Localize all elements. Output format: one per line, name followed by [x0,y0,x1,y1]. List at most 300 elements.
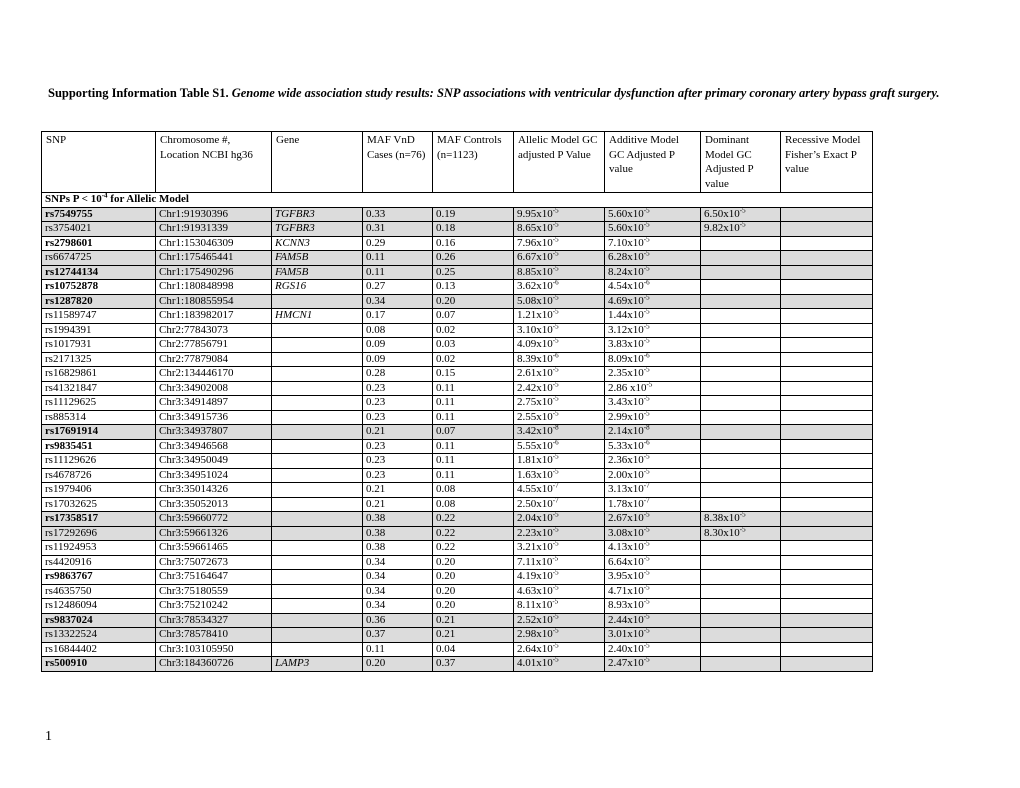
maf-cases: 0.23 [363,396,433,411]
dominant-p-value [701,584,781,599]
gene-name [272,323,363,338]
maf-cases: 0.34 [363,294,433,309]
snp-id: rs1994391 [42,323,156,338]
gene-name [272,613,363,628]
table-row [42,236,873,251]
snp-id: rs500910 [42,657,156,672]
dominant-p-value [701,251,781,266]
maf-cases: 0.20 [363,657,433,672]
chromosome-location: Chr3:75210242 [156,599,272,614]
recessive-p-value [781,584,873,599]
chromosome-location: Chr2:134446170 [156,367,272,382]
snp-id: rs11129625 [42,396,156,411]
chromosome-location: Chr3:59660772 [156,512,272,527]
maf-cases: 0.21 [363,425,433,440]
table-row [42,309,873,324]
allelic-p-value: $4.01x10^{-5}$ [514,657,605,672]
maf-controls: 0.22 [433,526,514,541]
gene-name: LAMP3 [272,657,363,672]
allelic-p-value: $7.96x10^{-5}$ [514,236,605,251]
allelic-p-value: $2.23x10^{-5}$ [514,526,605,541]
recessive-p-value [781,265,873,280]
recessive-p-value [781,251,873,266]
recessive-p-value [781,657,873,672]
additive-p-value: $3.83x10^{-5}$ [605,338,701,353]
additive-p-value: $4.69x10^{-5}$ [605,294,701,309]
dominant-p-value: $6.50x10^{-5}$ [701,207,781,222]
table-row [42,570,873,585]
additive-p-value: $3.95x10^{-5}$ [605,570,701,585]
recessive-p-value [781,236,873,251]
allelic-p-value: $2.52x10^{-5}$ [514,613,605,628]
snp-id: rs2171325 [42,352,156,367]
gene-name: FAM5B [272,251,363,266]
gene-name [272,628,363,643]
gene-name [272,584,363,599]
recessive-p-value [781,613,873,628]
maf-cases: 0.34 [363,584,433,599]
snp-id: rs16844402 [42,642,156,657]
maf-controls: 0.11 [433,468,514,483]
gene-name: TGFBR3 [272,222,363,237]
maf-cases: 0.17 [363,309,433,324]
additive-p-value: 2.86 $x10^{-5}$ [605,381,701,396]
maf-controls: 0.20 [433,294,514,309]
gene-name: RGS16 [272,280,363,295]
maf-controls: 0.04 [433,642,514,657]
header-gene: Gene [272,132,363,193]
maf-cases: 0.34 [363,570,433,585]
maf-cases: 0.34 [363,599,433,614]
additive-p-value: $3.12x10^{-5}$ [605,323,701,338]
allelic-p-value: $2.55x10^{-5}$ [514,410,605,425]
recessive-p-value [781,541,873,556]
allelic-p-value: $4.09x10^{-5}$ [514,338,605,353]
chromosome-location: Chr1:91930396 [156,207,272,222]
snp-id: rs17691914 [42,425,156,440]
table-row [42,613,873,628]
table-row [42,323,873,338]
additive-p-value: $2.14x10^{-8}$ [605,425,701,440]
maf-cases: 0.09 [363,352,433,367]
header-additive-p: Additive Model GC Adjusted P value [605,132,701,193]
header-maf-cases: MAF VnD Cases (n=76) [363,132,433,193]
allelic-p-value: $8.85x10^{-5}$ [514,265,605,280]
chromosome-location: Chr3:59661326 [156,526,272,541]
maf-controls: 0.11 [433,381,514,396]
table-row [42,280,873,295]
recessive-p-value [781,410,873,425]
section-label: SNPs $P < 10^{-4}$ for Allelic Model [42,193,873,208]
chromosome-location: Chr3:59661465 [156,541,272,556]
maf-cases: 0.27 [363,280,433,295]
chromosome-location: Chr3:78578410 [156,628,272,643]
snp-id: rs17292696 [42,526,156,541]
maf-cases: 0.23 [363,439,433,454]
table-row [42,410,873,425]
allelic-p-value: $5.55x10^{-6}$ [514,439,605,454]
maf-controls: 0.18 [433,222,514,237]
additive-p-value: $3.01x10^{-5}$ [605,628,701,643]
additive-p-value: $2.99x10^{-5}$ [605,410,701,425]
gene-name [272,352,363,367]
additive-p-value: $4.54x10^{-6}$ [605,280,701,295]
maf-cases: 0.11 [363,642,433,657]
maf-controls: 0.07 [433,309,514,324]
table-row [42,642,873,657]
gene-name [272,483,363,498]
chromosome-location: Chr1:175465441 [156,251,272,266]
maf-cases: 0.37 [363,628,433,643]
additive-p-value: $3.13x10^{-7}$ [605,483,701,498]
gene-name [272,526,363,541]
table-row [42,526,873,541]
chromosome-location: Chr3:34914897 [156,396,272,411]
maf-cases: 0.09 [363,338,433,353]
maf-cases: 0.29 [363,236,433,251]
recessive-p-value [781,381,873,396]
snp-id: rs6674725 [42,251,156,266]
snp-id: rs4635750 [42,584,156,599]
maf-controls: 0.21 [433,628,514,643]
gene-name: KCNN3 [272,236,363,251]
allelic-p-value: $3.42x10^{-8}$ [514,425,605,440]
maf-cases: 0.23 [363,468,433,483]
recessive-p-value [781,294,873,309]
table-row [42,541,873,556]
table-row [42,439,873,454]
snp-id: rs3754021 [42,222,156,237]
dominant-p-value [701,265,781,280]
dominant-p-value [701,439,781,454]
maf-cases: 0.23 [363,410,433,425]
table-row [42,294,873,309]
dominant-p-value [701,454,781,469]
maf-controls: 0.26 [433,251,514,266]
dominant-p-value [701,410,781,425]
maf-controls: 0.19 [433,207,514,222]
allelic-p-value: $2.75x10^{-5}$ [514,396,605,411]
allelic-p-value: $4.19x10^{-5}$ [514,570,605,585]
table-row [42,468,873,483]
maf-controls: 0.11 [433,410,514,425]
chromosome-location: Chr2:77856791 [156,338,272,353]
dominant-p-value [701,628,781,643]
allelic-p-value: $8.11x10^{-5}$ [514,599,605,614]
allelic-p-value: $1.81x10^{-5}$ [514,454,605,469]
gene-name [272,367,363,382]
dominant-p-value [701,338,781,353]
allelic-p-value: $1.21x10^{-5}$ [514,309,605,324]
chromosome-location: Chr3:34915736 [156,410,272,425]
allelic-p-value: $3.62x10^{-6}$ [514,280,605,295]
additive-p-value: $5.33x10^{-6}$ [605,439,701,454]
chromosome-location: Chr1:180855954 [156,294,272,309]
snp-id: rs1287820 [42,294,156,309]
table-row [42,207,873,222]
dominant-p-value: $8.30x10^{-5}$ [701,526,781,541]
allelic-p-value: $3.21x10^{-5}$ [514,541,605,556]
maf-controls: 0.03 [433,338,514,353]
dominant-p-value [701,468,781,483]
recessive-p-value [781,425,873,440]
table-row [42,483,873,498]
recessive-p-value [781,512,873,527]
chromosome-location: Chr1:175490296 [156,265,272,280]
chromosome-location: Chr3:34902008 [156,381,272,396]
snp-id: rs885314 [42,410,156,425]
allelic-p-value: $3.10x10^{-5}$ [514,323,605,338]
additive-p-value: $2.67x10^{-5}$ [605,512,701,527]
header-dominant-p: Dominant Model GC Adjusted P value [701,132,781,193]
chromosome-location: Chr3:75164647 [156,570,272,585]
maf-controls: 0.22 [433,541,514,556]
dominant-p-value [701,367,781,382]
additive-p-value: $4.71x10^{-5}$ [605,584,701,599]
additive-p-value: $3.43x10^{-5}$ [605,396,701,411]
allelic-p-value: $8.39x10^{-6}$ [514,352,605,367]
allelic-p-value: $2.04x10^{-5}$ [514,512,605,527]
maf-controls: 0.22 [433,512,514,527]
maf-cases: 0.31 [363,222,433,237]
recessive-p-value [781,222,873,237]
recessive-p-value [781,309,873,324]
recessive-p-value [781,628,873,643]
chromosome-location: Chr3:35014326 [156,483,272,498]
gene-name [272,425,363,440]
chromosome-location: Chr1:153046309 [156,236,272,251]
dominant-p-value [701,280,781,295]
header-chromosome-location: Chromosome #, Location NCBI hg36 [156,132,272,193]
gene-name [272,454,363,469]
dominant-p-value [701,294,781,309]
maf-cases: 0.38 [363,512,433,527]
snp-id: rs17032625 [42,497,156,512]
allelic-p-value: $2.98x10^{-5}$ [514,628,605,643]
chromosome-location: Chr3:34951024 [156,468,272,483]
dominant-p-value [701,483,781,498]
dominant-p-value: $9.82x10^{-5}$ [701,222,781,237]
snp-id: rs4678726 [42,468,156,483]
header-recessive-p: Recessive Model Fisher’s Exact P value [781,132,873,193]
gene-name [272,381,363,396]
snp-association-table [41,131,873,672]
gene-name: TGFBR3 [272,207,363,222]
dominant-p-value [701,323,781,338]
recessive-p-value [781,338,873,353]
additive-p-value: $2.47x10^{-5}$ [605,657,701,672]
chromosome-location: Chr3:184360726 [156,657,272,672]
chromosome-location: Chr1:180848998 [156,280,272,295]
maf-controls: 0.16 [433,236,514,251]
recessive-p-value [781,439,873,454]
table-row [42,251,873,266]
allelic-p-value: $2.61x10^{-5}$ [514,367,605,382]
dominant-p-value [701,541,781,556]
maf-controls: 0.20 [433,584,514,599]
table-row [42,396,873,411]
additive-p-value: $1.78x10^{-7}$ [605,497,701,512]
additive-p-value: $2.44x10^{-5}$ [605,613,701,628]
table-row [42,454,873,469]
dominant-p-value [701,236,781,251]
maf-controls: 0.02 [433,323,514,338]
chromosome-location: Chr2:77843073 [156,323,272,338]
maf-controls: 0.20 [433,570,514,585]
recessive-p-value [781,396,873,411]
header-row [42,132,873,193]
maf-cases: 0.08 [363,323,433,338]
table-row [42,381,873,396]
chromosome-location: Chr3:103105950 [156,642,272,657]
dominant-p-value [701,352,781,367]
additive-p-value: $5.60x10^{-5}$ [605,222,701,237]
snp-id: rs9863767 [42,570,156,585]
dominant-p-value [701,599,781,614]
maf-controls: 0.02 [433,352,514,367]
maf-cases: 0.11 [363,251,433,266]
recessive-p-value [781,642,873,657]
additive-p-value: $2.40x10^{-5}$ [605,642,701,657]
snp-id: rs9835451 [42,439,156,454]
dominant-p-value [701,396,781,411]
allelic-p-value: $2.64x10^{-5}$ [514,642,605,657]
allelic-p-value: $2.42x10^{-5}$ [514,381,605,396]
snp-id: rs12486094 [42,599,156,614]
recessive-p-value [781,207,873,222]
header-allelic-p: Allelic Model GC adjusted P Value [514,132,605,193]
snp-id: rs1017931 [42,338,156,353]
gene-name [272,599,363,614]
header-maf-controls: MAF Controls (n=1123) [433,132,514,193]
chromosome-location: Chr2:77879084 [156,352,272,367]
gene-name [272,555,363,570]
table-row [42,338,873,353]
maf-cases: 0.34 [363,555,433,570]
maf-controls: 0.11 [433,396,514,411]
snp-id: rs7549755 [42,207,156,222]
chromosome-location: Chr3:78534327 [156,613,272,628]
allelic-p-value: $4.55x10^{-7}$ [514,483,605,498]
chromosome-location: Chr3:35052013 [156,497,272,512]
table-row [42,657,873,672]
recessive-p-value [781,454,873,469]
page-number: 1 [45,729,52,744]
allelic-p-value: $6.67x10^{-5}$ [514,251,605,266]
recessive-p-value [781,280,873,295]
snp-id: rs11129626 [42,454,156,469]
table-row [42,512,873,527]
chromosome-location: Chr3:34950049 [156,454,272,469]
gene-name: HMCN1 [272,309,363,324]
snp-id: rs1979406 [42,483,156,498]
maf-cases: 0.33 [363,207,433,222]
maf-controls: 0.37 [433,657,514,672]
maf-controls: 0.13 [433,280,514,295]
additive-p-value: $2.35x10^{-5}$ [605,367,701,382]
additive-p-value: $1.44x10^{-5}$ [605,309,701,324]
additive-p-value: $8.93x10^{-5}$ [605,599,701,614]
maf-cases: 0.21 [363,483,433,498]
maf-controls: 0.20 [433,599,514,614]
table-body [42,193,873,672]
additive-p-value: $7.10x10^{-5}$ [605,236,701,251]
maf-cases: 0.23 [363,381,433,396]
chromosome-location: Chr3:34946568 [156,439,272,454]
allelic-p-value: $8.65x10^{-5}$ [514,222,605,237]
maf-controls: 0.15 [433,367,514,382]
snp-id: rs9837024 [42,613,156,628]
header-snp: SNP [42,132,156,193]
maf-cases: 0.36 [363,613,433,628]
gene-name [272,570,363,585]
allelic-p-value: $7.11x10^{-5}$ [514,555,605,570]
recessive-p-value [781,483,873,498]
table-row [42,555,873,570]
maf-controls: 0.11 [433,454,514,469]
chromosome-location: Chr1:91931339 [156,222,272,237]
gene-name [272,497,363,512]
table-row [42,367,873,382]
additive-p-value: $6.28x10^{-5}$ [605,251,701,266]
dominant-p-value: $8.38x10^{-5}$ [701,512,781,527]
gene-name [272,512,363,527]
allelic-p-value: $9.95x10^{-5}$ [514,207,605,222]
caption-label: Supporting Information Table S1. [48,86,229,100]
gene-name [272,468,363,483]
maf-cases: 0.21 [363,497,433,512]
maf-controls: 0.11 [433,439,514,454]
maf-controls: 0.25 [433,265,514,280]
gene-name [272,439,363,454]
table-row [42,628,873,643]
snp-id: rs10752878 [42,280,156,295]
table-caption [48,84,948,102]
additive-p-value: $2.36x10^{-5}$ [605,454,701,469]
maf-cases: 0.38 [363,526,433,541]
chromosome-location: Chr3:75180559 [156,584,272,599]
recessive-p-value [781,555,873,570]
dominant-p-value [701,657,781,672]
additive-p-value: $2.00x10^{-5}$ [605,468,701,483]
caption-title: Genome wide association study results: SNP associations with ventricular dysfunction after primary coronary artery bypass graft surgery. [231,86,940,100]
chromosome-location: Chr1:183982017 [156,309,272,324]
dominant-p-value [701,497,781,512]
dominant-p-value [701,613,781,628]
snp-id: rs16829861 [42,367,156,382]
section-row [42,193,873,208]
maf-controls: 0.21 [433,613,514,628]
gene-name: FAM5B [272,265,363,280]
maf-controls: 0.08 [433,497,514,512]
gene-name [272,410,363,425]
maf-controls: 0.07 [433,425,514,440]
table-row [42,584,873,599]
recessive-p-value [781,367,873,382]
dominant-p-value [701,642,781,657]
table-row [42,222,873,237]
additive-p-value: $4.13x10^{-5}$ [605,541,701,556]
dominant-p-value [701,381,781,396]
additive-p-value: $8.09x10^{-6}$ [605,352,701,367]
recessive-p-value [781,599,873,614]
table-row [42,265,873,280]
gene-name [272,541,363,556]
gene-name [272,294,363,309]
snp-id: rs17358517 [42,512,156,527]
snp-id: rs11924953 [42,541,156,556]
dominant-p-value [701,425,781,440]
